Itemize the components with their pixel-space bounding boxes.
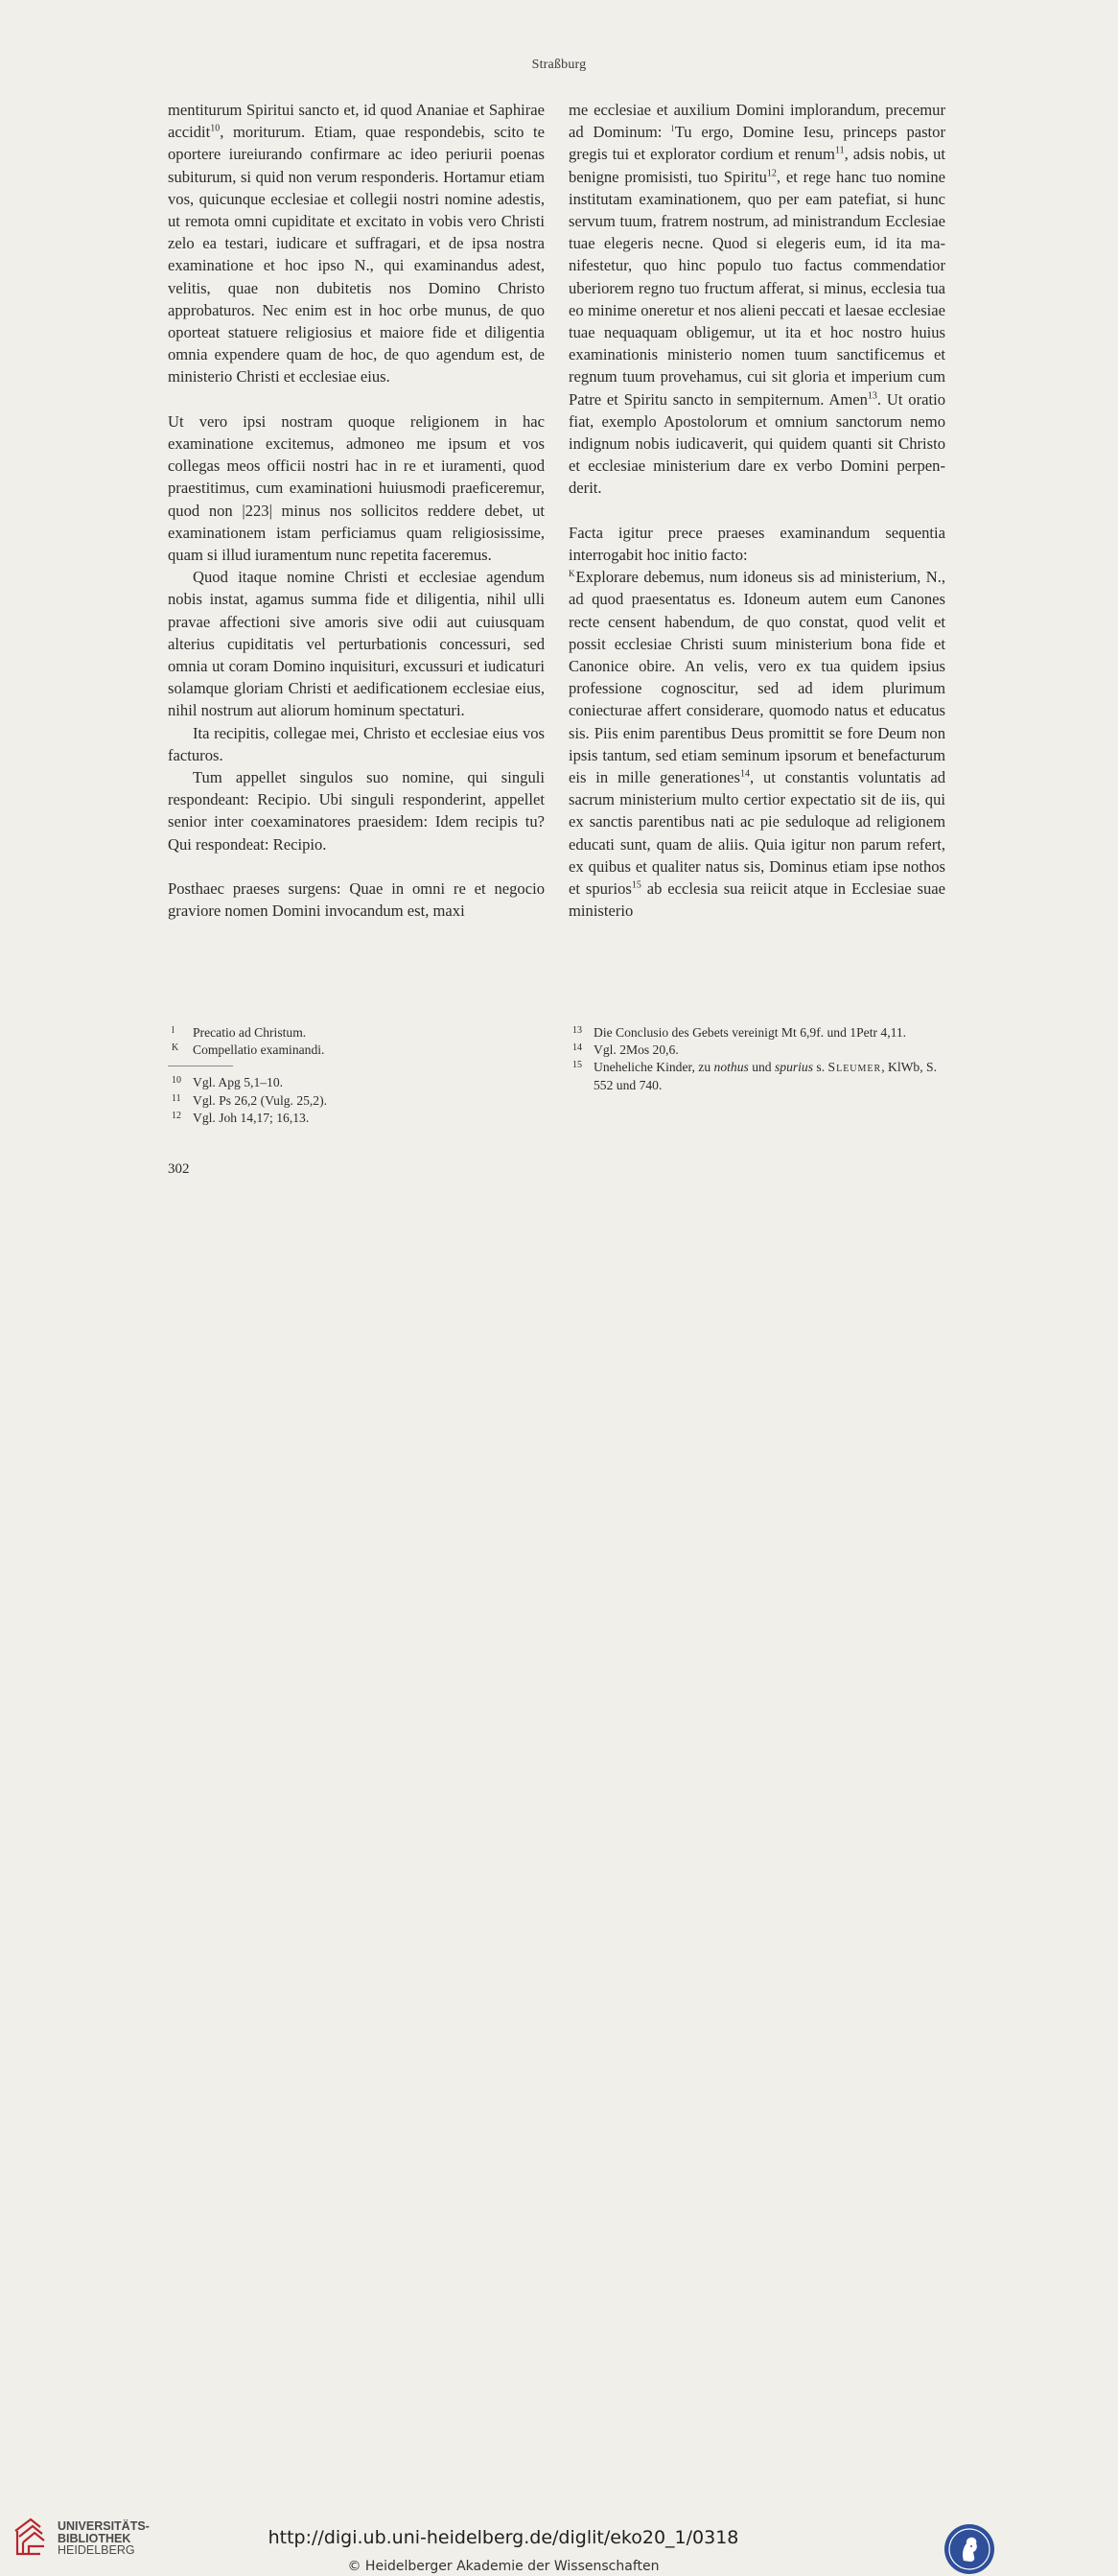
footnote-mark: K <box>172 1042 179 1054</box>
footnote-text <box>594 1059 945 1093</box>
footnote-ref[interactable]: 11 <box>834 145 845 156</box>
text-span: Explorare debemus, num idoneus sis ad ministerium, N., ad quod praesentatus es. Idoneum autem eum Canones recte censent habendum, de quo constat, quod velit et possit ecclesiae Christi suum ministerium bona fide et Canonice obire. An velis, vero ex tua quidem ipsius professione cognoscitur, sed ad idem plurimum coniecturae affert considerare, quomodo natus et educatus sis. Piis enim parentibus Deus promittit se fore Deum non ipsis tantum, sed etiam seminum ipsorum et benefacturum eis in mille generationes <box>569 568 945 787</box>
critical-mark: l <box>671 123 674 133</box>
right-text-column <box>569 99 945 923</box>
footnote-text: Compellatio examinandi. <box>193 1042 325 1058</box>
footnotes-right <box>569 1024 945 1094</box>
footnote-number: 14 <box>572 1042 582 1054</box>
footnote <box>569 1042 945 1059</box>
paragraph: Quod itaque nomine Christi et ecclesiae agendum nobis instat, agamus summa fide et diligentia, nihil ulli pravae affectioni sive amoris sive odii aut cuiusquam alterius cupiditatis vel perturbationis concessuri, sed omnia ut coram Domino inquisituri, excussuri et iudicaturi solamque gloriam Christi et aedificationem ecclesiae eius, nihil nostrum aut aliorum hominum spectaturi. <box>168 568 545 720</box>
footnotes-left <box>168 1024 545 1127</box>
footnote-text: Vgl. Ps 26,2 (Vulg. 25,2). <box>193 1092 328 1108</box>
paragraph <box>569 566 945 922</box>
text-span: Uneheliche Kinder, zu <box>594 1060 714 1075</box>
text-span: mentiturum Spiritui sancto et, id quod Ananiae et Saphirae accidit <box>168 101 545 142</box>
footnote-text: Vgl. 2Mos 20,6. <box>594 1042 679 1058</box>
footnote-ref[interactable]: 14 <box>739 768 750 780</box>
footnote-text: Die Conclusio des Gebets vereinigt Mt 6,9f. und 1Petr 4,11. <box>594 1025 907 1040</box>
running-head: Straßburg <box>531 58 587 72</box>
library-name-line: HEIDELBERG <box>58 2543 135 2557</box>
paragraph: Facta igitur prece praeses examinandum sequentia interrogabit hoc initio facto: <box>569 523 945 565</box>
footnote-number: 13 <box>572 1025 582 1036</box>
page-number: 302 <box>168 1161 190 1177</box>
italic-term: spurius <box>774 1060 814 1075</box>
text-span: s. <box>813 1060 828 1075</box>
footnote-ref[interactable]: 13 <box>867 390 877 402</box>
footnote <box>168 1042 545 1059</box>
permalink-url[interactable]: http://digi.ub.uni-heidelberg.de/diglit/eko20_1/0318 <box>268 2527 739 2548</box>
library-name-line: BIBLIOTHEK <box>58 2531 131 2545</box>
footnote-mark: l <box>172 1025 175 1036</box>
digitization-footer <box>0 1252 1007 2574</box>
text-span: , et rege hanc tuo nomine institutam examinationem, quo per eam patefiat, si hunc servum tuum, fratrem nostrum, ad ministrandum Ecclesiae tuae elegeris necne. Quod si elegeris eum, id ita manifestetur, quo hinc populo tuo factus commendatior uberiorem regno tuo fructum afferat, si minus, ecclesia tua eo minime oneretur et nos alieni peccati et laesae ecclesiae tuae nequaquam obligemur, ut ita et hoc nostro huius examinationis ministerio nomen tuum sanctificemus et regnum tuum provehamus, cui sit gloria et imperium cum Patre et Spiritu sancto in sempiternum. Amen <box>569 167 945 409</box>
footnote-number: 12 <box>172 1110 181 1121</box>
book-page <box>0 0 1007 1252</box>
footnote <box>569 1024 945 1042</box>
critical-mark: K <box>569 568 575 578</box>
footnote <box>168 1092 545 1110</box>
text-span: . Ut oratio fiat, exemplo Apostolorum et omnium sanctorum nemo indignum nobis iudicaverit, qui quidem quanti sit Christo et ecclesiae ministerium dare ex verbo Domini perpenderit. <box>569 389 945 498</box>
footnote <box>569 1059 945 1093</box>
text-span: Tu ergo, Domine Iesu, princeps pastor gregis tui et explorator cordium et renum <box>569 123 945 164</box>
footnote-ref[interactable]: 12 <box>766 168 777 179</box>
text-span: ab ecclesia sua reiicit atque in Ecclesiae suae ministerio <box>569 879 945 921</box>
footnote-number: 11 <box>172 1092 181 1104</box>
text-span: me ecclesiae et auxilium Domini implorandum, precemur ad Dominum: <box>569 101 945 142</box>
footnote <box>168 1074 545 1091</box>
text-span: , moriturum. Etiam, quae respondebis, scito te oportere iureiurando confirmare ac ideo periurii poenas subiturum, si quid non verum responderis. Hortamur etiam vos, quicunque ecclesiae et collegii nostri nomine adestis, ut remota omni cupiditate et excitato in vobis vero Christi zelo ea testari, iudicare et suffragari, et de ipsa nostra examinatione et hoc ipso N., qui examinandus adest, velitis, quae non dubitetis nos Domino Christo approbaturos. Nec enim est in hoc orbe munus, de quo oporteat statuere religiosius et maiore fide et diligentia omnia expendere quam de hoc, de quo agendum est, de ministerio Christi et ecclesiae eius. <box>168 123 545 386</box>
left-text-column <box>168 99 545 922</box>
paragraph: Posthaec praeses surgens: Quae in omni re et negocio graviore nomen Domini invocandum est, maxi <box>168 879 545 921</box>
footnote-number: 10 <box>172 1075 181 1087</box>
paragraph <box>569 99 945 500</box>
academy-seal-icon[interactable] <box>943 2522 996 2576</box>
footnote-number: 15 <box>572 1060 582 1071</box>
text-span: und <box>748 1060 775 1075</box>
footnote <box>168 1110 545 1127</box>
paragraph: Ita recipitis, collegae mei, Christo et ecclesiae eius vos facturos. <box>168 723 545 764</box>
footnote-text: Precatio ad Christum. <box>193 1025 307 1040</box>
italic-term: nothus <box>713 1060 749 1075</box>
footnote <box>168 1024 545 1042</box>
footnote-ref[interactable]: 15 <box>631 879 641 891</box>
text-span: , KlWb, S. 552 und 740. <box>594 1060 937 1092</box>
paragraph: Ut vero ipsi nostram quoque religionem in hac examinatione excitemus, admoneo me ipsum et vos collegas meos officii nostri hac in re et iuramenti, quod praestitimus, cum examinationi huiusmodi praeficeremur, quod non |223| minus nos sollicitos reddere debet, ut examinationem istam perficiamus quam religiosissime, quam si illud iuramentum nunc repetita faceremus. <box>168 411 545 565</box>
footnote-text: Vgl. Apg 5,1–10. <box>193 1075 284 1090</box>
copyright-notice: © Heidelberger Akademie der Wissenschaften <box>347 2559 660 2574</box>
text-span: , adsis nobis, ut benigne promisisti, tuo Spiritu <box>569 145 946 186</box>
footnote-ref[interactable]: 10 <box>210 123 221 134</box>
text-span: , ut constantis voluntatis ad sacrum ministerium multo certior expectatio sit de iis, qui ex sanctis parentibus nati ac pie seduloque ad religionem educati sunt, quam de aliis. Quia igitur non parum refert, ex quibus et qualiter natus sis, Dominus etiam ipse nothos et spurios <box>569 768 945 899</box>
author-name: Sleumer <box>827 1060 882 1075</box>
paragraph <box>168 99 545 388</box>
footnote-text: Vgl. Joh 14,17; 16,13. <box>193 1110 310 1125</box>
paragraph: Tum appellet singulos suo nomine, qui singuli respondeant: Recipio. Ubi singuli responderint, appellet senior inter coexaminatores praesidem: Idem recipis tu? Qui respondeat: Recipio. <box>168 768 545 854</box>
library-name-line: UNIVERSITÄTS- <box>58 2519 150 2533</box>
